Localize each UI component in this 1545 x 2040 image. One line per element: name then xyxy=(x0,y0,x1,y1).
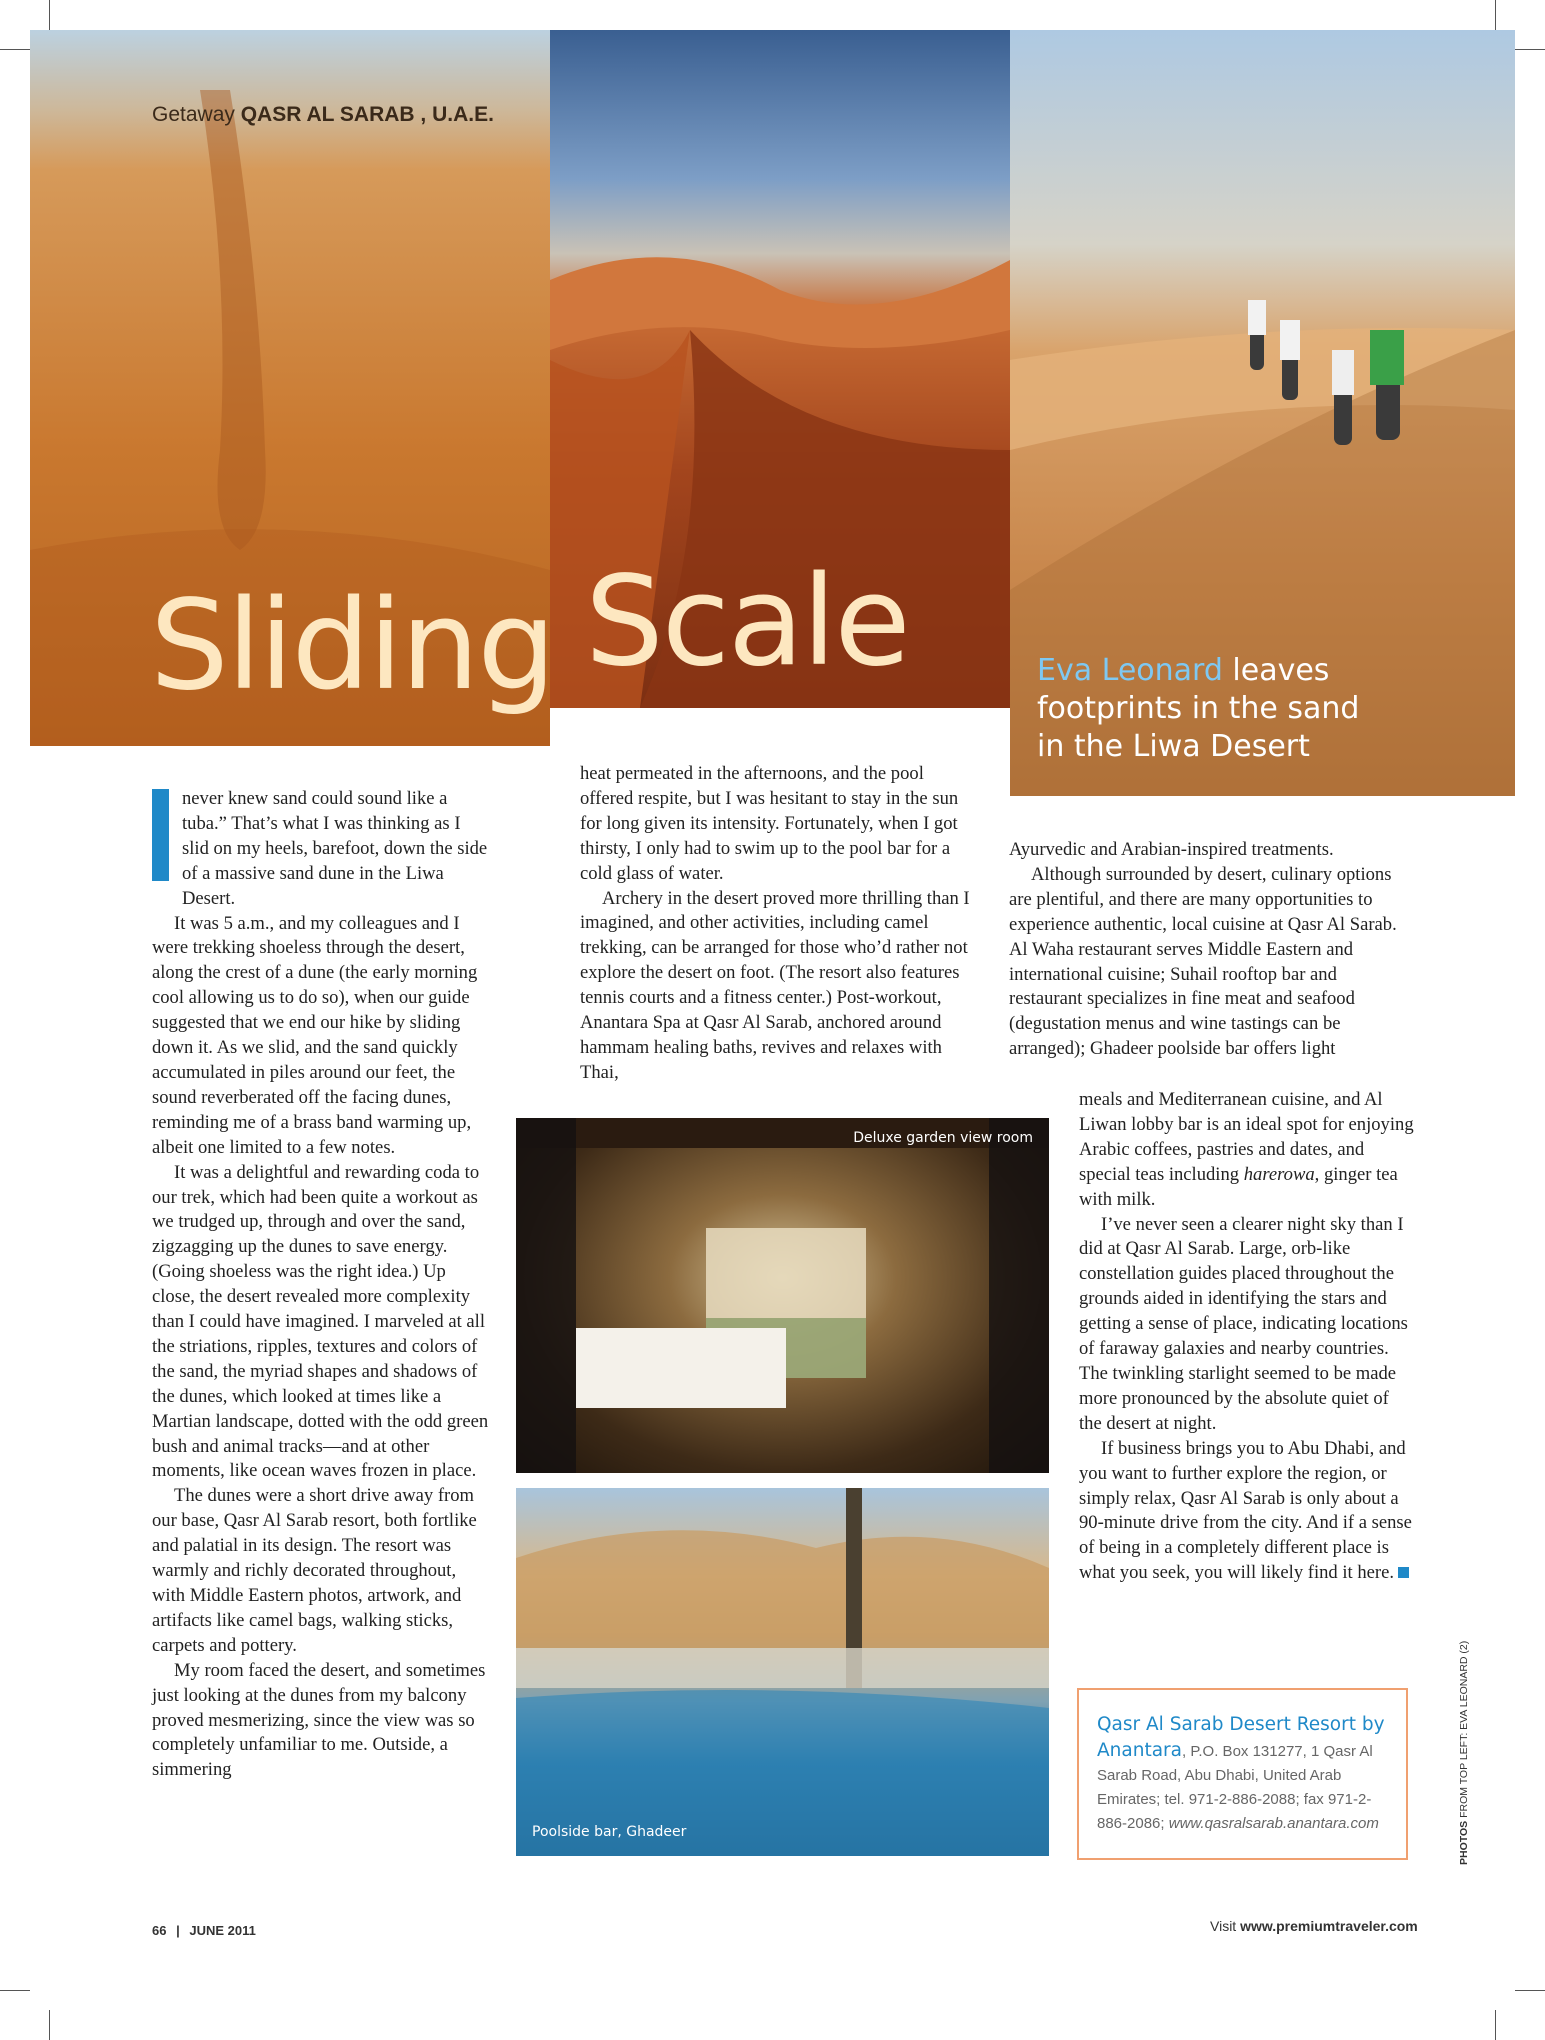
photo-credit-label: PHOTOS xyxy=(1458,1820,1470,1865)
caption-pool: Poolside bar, Ghadeer xyxy=(532,1824,687,1840)
issue-date: JUNE 2011 xyxy=(189,1923,256,1938)
paragraph: never knew sand could sound like a tuba.” That’s what I was thinking as I slid on my heels, barefoot, down the side of a massive sand dune in the Liwa Desert. xyxy=(182,788,488,909)
article-column-2 xyxy=(580,762,980,1086)
deck-line2: footprints in the sand xyxy=(1037,691,1360,726)
crop-mark-tr-h xyxy=(1515,49,1545,50)
paragraph xyxy=(1079,1437,1414,1586)
footer-folio xyxy=(152,1923,256,1938)
page-number: 66 xyxy=(152,1923,167,1938)
caption-room: Deluxe garden view room xyxy=(853,1130,1033,1146)
paragraph: My room faced the desert, and sometimes just looking at the dunes from my balcony proved mesmerizing, since the view was so completely unfamiliar to me. Outside, a simmering xyxy=(152,1659,486,1781)
article-column-3-top xyxy=(1009,838,1409,1062)
deck xyxy=(1037,652,1417,766)
paragraph-italic: harerowa xyxy=(1243,1163,1315,1185)
photo-credit-text: FROM TOP LEFT: EVA LEONARD (2) xyxy=(1458,1640,1470,1821)
article-column-1 xyxy=(152,787,492,1783)
resort-website[interactable]: www.qasralsarab.anantara.com xyxy=(1168,1815,1379,1832)
crop-mark-bl-h xyxy=(0,1990,30,1991)
deck-author: Eva Leonard xyxy=(1037,653,1223,688)
paragraph xyxy=(1079,1088,1414,1213)
paragraph: The dunes were a short drive away from our base, Qasr Al Sarab resort, both fortlike and palatial in its design. The resort was warmly and richly decorated throughout, with Middle Eastern photos, artwork, and artifacts like camel bags, walking sticks, carpets and pottery. xyxy=(152,1485,477,1656)
deck-line1: leaves xyxy=(1222,653,1330,688)
end-square-icon xyxy=(1398,1567,1409,1578)
paragraph: Archery in the desert proved more thrilling than I imagined, and other activities, including camel trekking, can be arranged for those who’d rather not explore the desert on foot. (The resort also features tennis courts and a fitness center.) Post-workout, Anantara Spa at Qasr Al Sarab, anchored around hammam healing baths, revives and relaxes with Thai, xyxy=(580,887,970,1083)
paragraph: It was a delightful and rewarding coda to our trek, which had been quite a workout as we trudged up, through and over the sand, zigzagging up the dunes to save energy. (Going shoeless was the right idea.) Up close, the desert revealed more complexity than I could have imagined. I marveled at all the striations, ripples, textures and colors of the sand, the myriad shapes and shadows of the dunes, which looked at times like a Martian landscape, dotted with the odd green bush and animal tracks—and at other moments, like ocean waves frozen in place. xyxy=(152,1161,489,1482)
resort-name: Qasr Al Sarab Desert Resort by Anantara xyxy=(1097,1714,1385,1761)
paragraph: Although surrounded by desert, culinary options are plentiful, and there are many opportunities to experience authentic, local cuisine at Qasr Al Sarab. Al Waha restaurant serves Middle Eastern and international cuisine; Suhail rooftop bar and restaurant specializes in fine meat and seafood (degustation menus and wine tastings can be arranged); Ghadeer poolside bar offers light xyxy=(1009,863,1397,1060)
paragraph: Ayurvedic and Arabian-inspired treatments. xyxy=(1009,839,1334,860)
footer-visit xyxy=(1210,1918,1418,1934)
paragraph: It was 5 a.m., and my colleagues and I were trekking shoeless through the desert, along the crest of a dune (the early morning cool allowing us to do so), when our guide suggested that we end our hike by sliding down it. As we slid, and the sand quickly accumulated in piles around our feet, the sound reverberated off the facing dunes, reminding me of a brass band warming up, albeit one limited to a few notes. xyxy=(152,912,478,1158)
paragraph-text: , ginger tea with milk. xyxy=(1079,1163,1398,1210)
section-location: QASR AL SARAB , U.A.E. xyxy=(240,103,494,126)
paragraph-text: If business brings you to Abu Dhabi, and you want to further explore the region, or simply relax, Qasr Al Sarab is only about a 90-minute drive from the city. And if a sense of being in a completely different place is what you seek, you will likely find it here. xyxy=(1079,1437,1412,1584)
paragraph: heat permeated in the afternoons, and the pool offered respite, but I was hesitant to stay in the sun for long given its intensity. Fortunately, when I got thirsty, I only had to swim up to the pool bar for a cold glass of water. xyxy=(580,763,959,884)
resort-info-box xyxy=(1077,1688,1408,1860)
paragraph-text: meals and Mediterranean cuisine, and Al Liwan lobby bar is an ideal spot for enjoying Arabic coffees, pastries and dates, and special teas including xyxy=(1079,1089,1414,1185)
paragraph: I’ve never seen a clearer night sky than I did at Qasr Al Sarab. Large, orb-like constellation guides placed throughout the grounds aided in identifying the stars and getting a sense of place, indicating locations of faraway galaxies and nearby countries. The twinkling starlight seemed to be made more pronounced by the absolute quiet of the desert at night. xyxy=(1079,1213,1408,1434)
crop-mark-tl-h xyxy=(0,49,30,50)
crop-mark-br-h xyxy=(1515,1990,1545,1991)
photo-credit xyxy=(1458,1641,1470,1865)
crop-mark-br-v xyxy=(1495,2010,1496,2040)
crop-mark-bl-v xyxy=(49,2010,50,2040)
site-link[interactable]: www.premiumtraveler.com xyxy=(1240,1918,1418,1934)
article-column-3-bottom xyxy=(1079,1088,1414,1586)
section-header xyxy=(152,103,494,127)
folio-separator: | xyxy=(176,1923,180,1938)
title-word-scale: Scale xyxy=(585,550,909,694)
photo-deluxe-room xyxy=(516,1118,1049,1473)
section-label: Getaway xyxy=(152,103,235,126)
visit-label: Visit xyxy=(1210,1918,1241,1934)
resort-address: , P.O. Box 131277, 1 Qasr Al Sarab Road, Abu Dhabi, United Arab Emirates; tel. 971-2-886-2088; fax 971-2-886-2086; xyxy=(1097,1743,1373,1832)
photo-poolside-bar xyxy=(516,1488,1049,1856)
title-word-sliding: Sliding xyxy=(150,574,555,718)
crop-mark-tl-v xyxy=(49,0,50,30)
deck-line3: in the Liwa Desert xyxy=(1037,729,1310,764)
crop-mark-tr-v xyxy=(1495,0,1496,30)
